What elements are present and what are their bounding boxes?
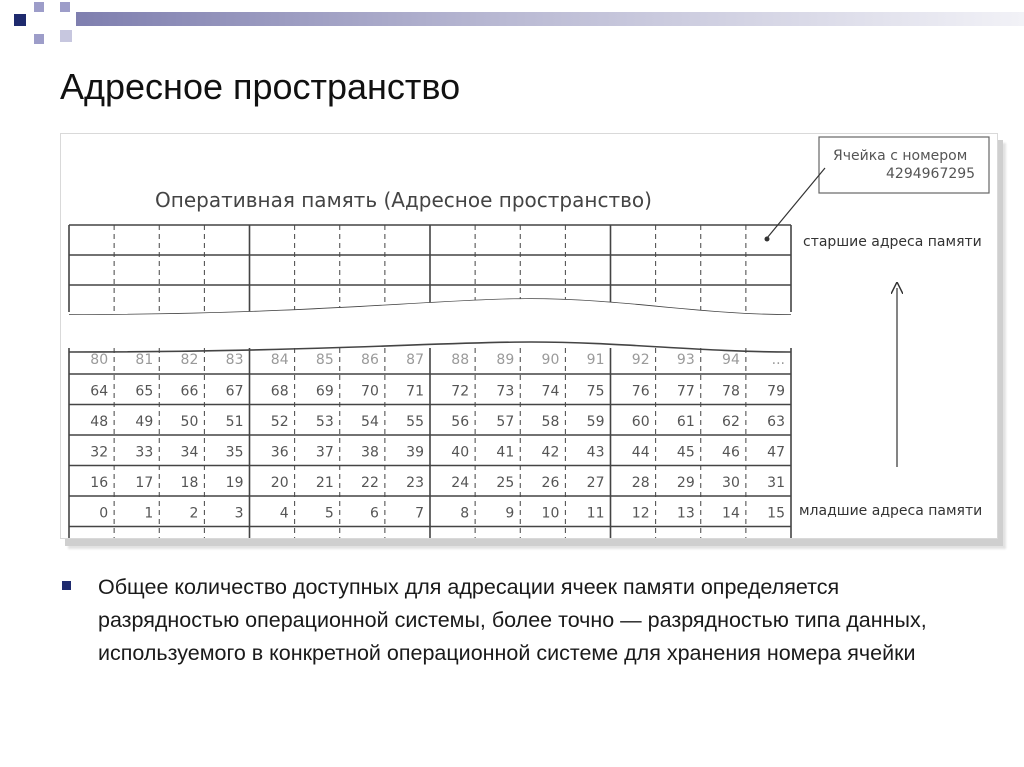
memory-cell-number: 22 — [361, 474, 379, 491]
label-high-addresses: старшие адреса памяти — [803, 234, 982, 250]
bullet-square-icon — [62, 581, 71, 590]
memory-cell-number: 68 — [270, 383, 289, 400]
deco-square-5 — [60, 30, 72, 42]
memory-cell-number: 9 — [505, 505, 515, 522]
memory-diagram — [61, 134, 997, 538]
memory-cell-number: 58 — [541, 413, 560, 430]
memory-cell-number: 45 — [676, 444, 695, 461]
memory-cell-number: 50 — [180, 413, 199, 430]
header-bar — [76, 12, 1024, 26]
memory-cell-number: 13 — [676, 505, 695, 522]
memory-cell-number: 63 — [767, 413, 785, 430]
memory-cell-number: 82 — [180, 352, 199, 368]
memory-cell-number: 33 — [135, 444, 154, 461]
memory-cell-number: 88 — [451, 352, 470, 368]
memory-cell-number: 84 — [270, 352, 289, 368]
memory-cell-number: 73 — [496, 383, 515, 400]
memory-cell-number: 35 — [225, 444, 244, 461]
memory-cell-number: 5 — [324, 505, 334, 522]
memory-cell-number: 93 — [676, 352, 695, 368]
label-low-addresses: младшие адреса памяти — [799, 503, 983, 519]
memory-cell-number: 4 — [279, 505, 289, 522]
callout-box — [819, 137, 989, 193]
memory-cell-number: 30 — [722, 474, 740, 491]
memory-cell-number: 80 — [90, 352, 109, 368]
memory-cell-number: 37 — [315, 444, 334, 461]
memory-cell-number: 83 — [225, 352, 244, 368]
memory-cell-number: 75 — [586, 383, 605, 400]
memory-cell-number: 55 — [406, 413, 424, 430]
memory-cell-number: 69 — [315, 383, 334, 400]
memory-cell-number: 89 — [496, 352, 515, 368]
memory-cell-number: 31 — [767, 474, 785, 491]
memory-cell-number: 14 — [722, 505, 740, 522]
memory-cell-number: 3 — [234, 505, 244, 522]
memory-cell-number: 77 — [676, 383, 695, 400]
memory-cell-number: 78 — [722, 383, 740, 400]
memory-cell-number: 17 — [135, 474, 154, 491]
callout-text-line2: 4294967295 — [886, 166, 976, 182]
memory-cell-number: 57 — [496, 413, 515, 430]
callout-text-line1: Ячейка с номером — [833, 148, 968, 164]
memory-cell-number: 47 — [767, 444, 785, 461]
memory-cell-number: 44 — [631, 444, 650, 461]
memory-cell-number: 10 — [541, 505, 560, 522]
memory-cell-number: 18 — [180, 474, 199, 491]
memory-cell-number: 1 — [144, 505, 154, 522]
memory-cell-number: 26 — [541, 474, 560, 491]
memory-diagram-figure — [60, 133, 998, 539]
memory-cell-number: 0 — [99, 505, 109, 522]
memory-cell-number: 41 — [496, 444, 515, 461]
memory-cell-number: 87 — [406, 352, 424, 368]
memory-cell-number: 74 — [541, 383, 560, 400]
memory-cell-number: 32 — [90, 444, 109, 461]
memory-cell-number: 12 — [631, 505, 650, 522]
memory-cell-number: 51 — [225, 413, 244, 430]
memory-cell-number: 43 — [586, 444, 605, 461]
memory-cell-number: 48 — [90, 413, 109, 430]
memory-cell-number: 8 — [460, 505, 470, 522]
memory-cell-number: 61 — [676, 413, 695, 430]
memory-cell-number: 24 — [451, 474, 470, 491]
memory-cell-number: 60 — [631, 413, 650, 430]
memory-cell-number: 86 — [361, 352, 379, 368]
memory-cell-number: 92 — [631, 352, 650, 368]
memory-cell-number: 59 — [586, 413, 605, 430]
memory-cell-number: 76 — [631, 383, 650, 400]
memory-cell-number: 49 — [135, 413, 154, 430]
deco-square-3 — [34, 34, 44, 44]
memory-cell-number: 16 — [90, 474, 109, 491]
memory-cell-number: 65 — [135, 383, 154, 400]
memory-cell-number: 19 — [225, 474, 244, 491]
memory-cell-number: 62 — [722, 413, 740, 430]
memory-cell-number: 91 — [586, 352, 605, 368]
bullet-text: Общее количество доступных для адресации ячеек памяти определяется разрядностью операционной системы, более точно — разрядностью типа данных, используемого в конкретной операционной системе для хранения номера ячейки — [98, 575, 927, 665]
memory-cell-number: 15 — [767, 505, 785, 522]
memory-cell-number: 85 — [315, 352, 334, 368]
memory-cell-number: 25 — [496, 474, 515, 491]
memory-cell-number: 90 — [541, 352, 560, 368]
callout-pointer — [767, 168, 825, 238]
memory-cell-number: 38 — [361, 444, 379, 461]
memory-cell-number: 20 — [270, 474, 289, 491]
memory-cell-number: 71 — [406, 383, 424, 400]
memory-cell-number: 79 — [767, 383, 785, 400]
memory-cell-number: 42 — [541, 444, 560, 461]
memory-cell-number: 81 — [135, 352, 154, 368]
deco-square-1 — [14, 14, 26, 26]
memory-cell-number: 53 — [315, 413, 334, 430]
memory-cell-number: 36 — [270, 444, 289, 461]
memory-cell-number: 11 — [586, 505, 605, 522]
memory-cell-number: 2 — [189, 505, 199, 522]
memory-cell-number: 6 — [369, 505, 379, 522]
memory-cell-number: 66 — [180, 383, 199, 400]
slide-title: Адресное пространство — [60, 66, 461, 107]
memory-cell-number: 94 — [722, 352, 740, 368]
memory-cell-number: 39 — [406, 444, 424, 461]
memory-cell-number: ... — [771, 352, 785, 368]
diagram-title: Оперативная память (Адресное пространство) — [155, 188, 652, 212]
memory-cell-number: 72 — [451, 383, 470, 400]
memory-cell-number: 21 — [315, 474, 334, 491]
memory-cell-number: 46 — [722, 444, 740, 461]
wave-gap-mask — [69, 299, 791, 348]
memory-cell-number: 23 — [406, 474, 424, 491]
memory-cell-number: 54 — [361, 413, 379, 430]
memory-cell-number: 56 — [451, 413, 470, 430]
highest-cell-dot — [765, 237, 770, 242]
memory-cell-number: 40 — [451, 444, 470, 461]
memory-cell-number: 27 — [586, 474, 605, 491]
memory-cell-number: 28 — [631, 474, 650, 491]
memory-cell-number: 7 — [415, 505, 424, 522]
memory-cell-number: 34 — [180, 444, 199, 461]
memory-cell-number: 67 — [225, 383, 244, 400]
memory-cell-number: 70 — [361, 383, 379, 400]
memory-cell-number: 29 — [676, 474, 695, 491]
memory-cell-number: 64 — [90, 383, 109, 400]
deco-square-4 — [60, 2, 70, 12]
deco-square-2 — [34, 2, 44, 12]
memory-cell-number: 52 — [270, 413, 289, 430]
